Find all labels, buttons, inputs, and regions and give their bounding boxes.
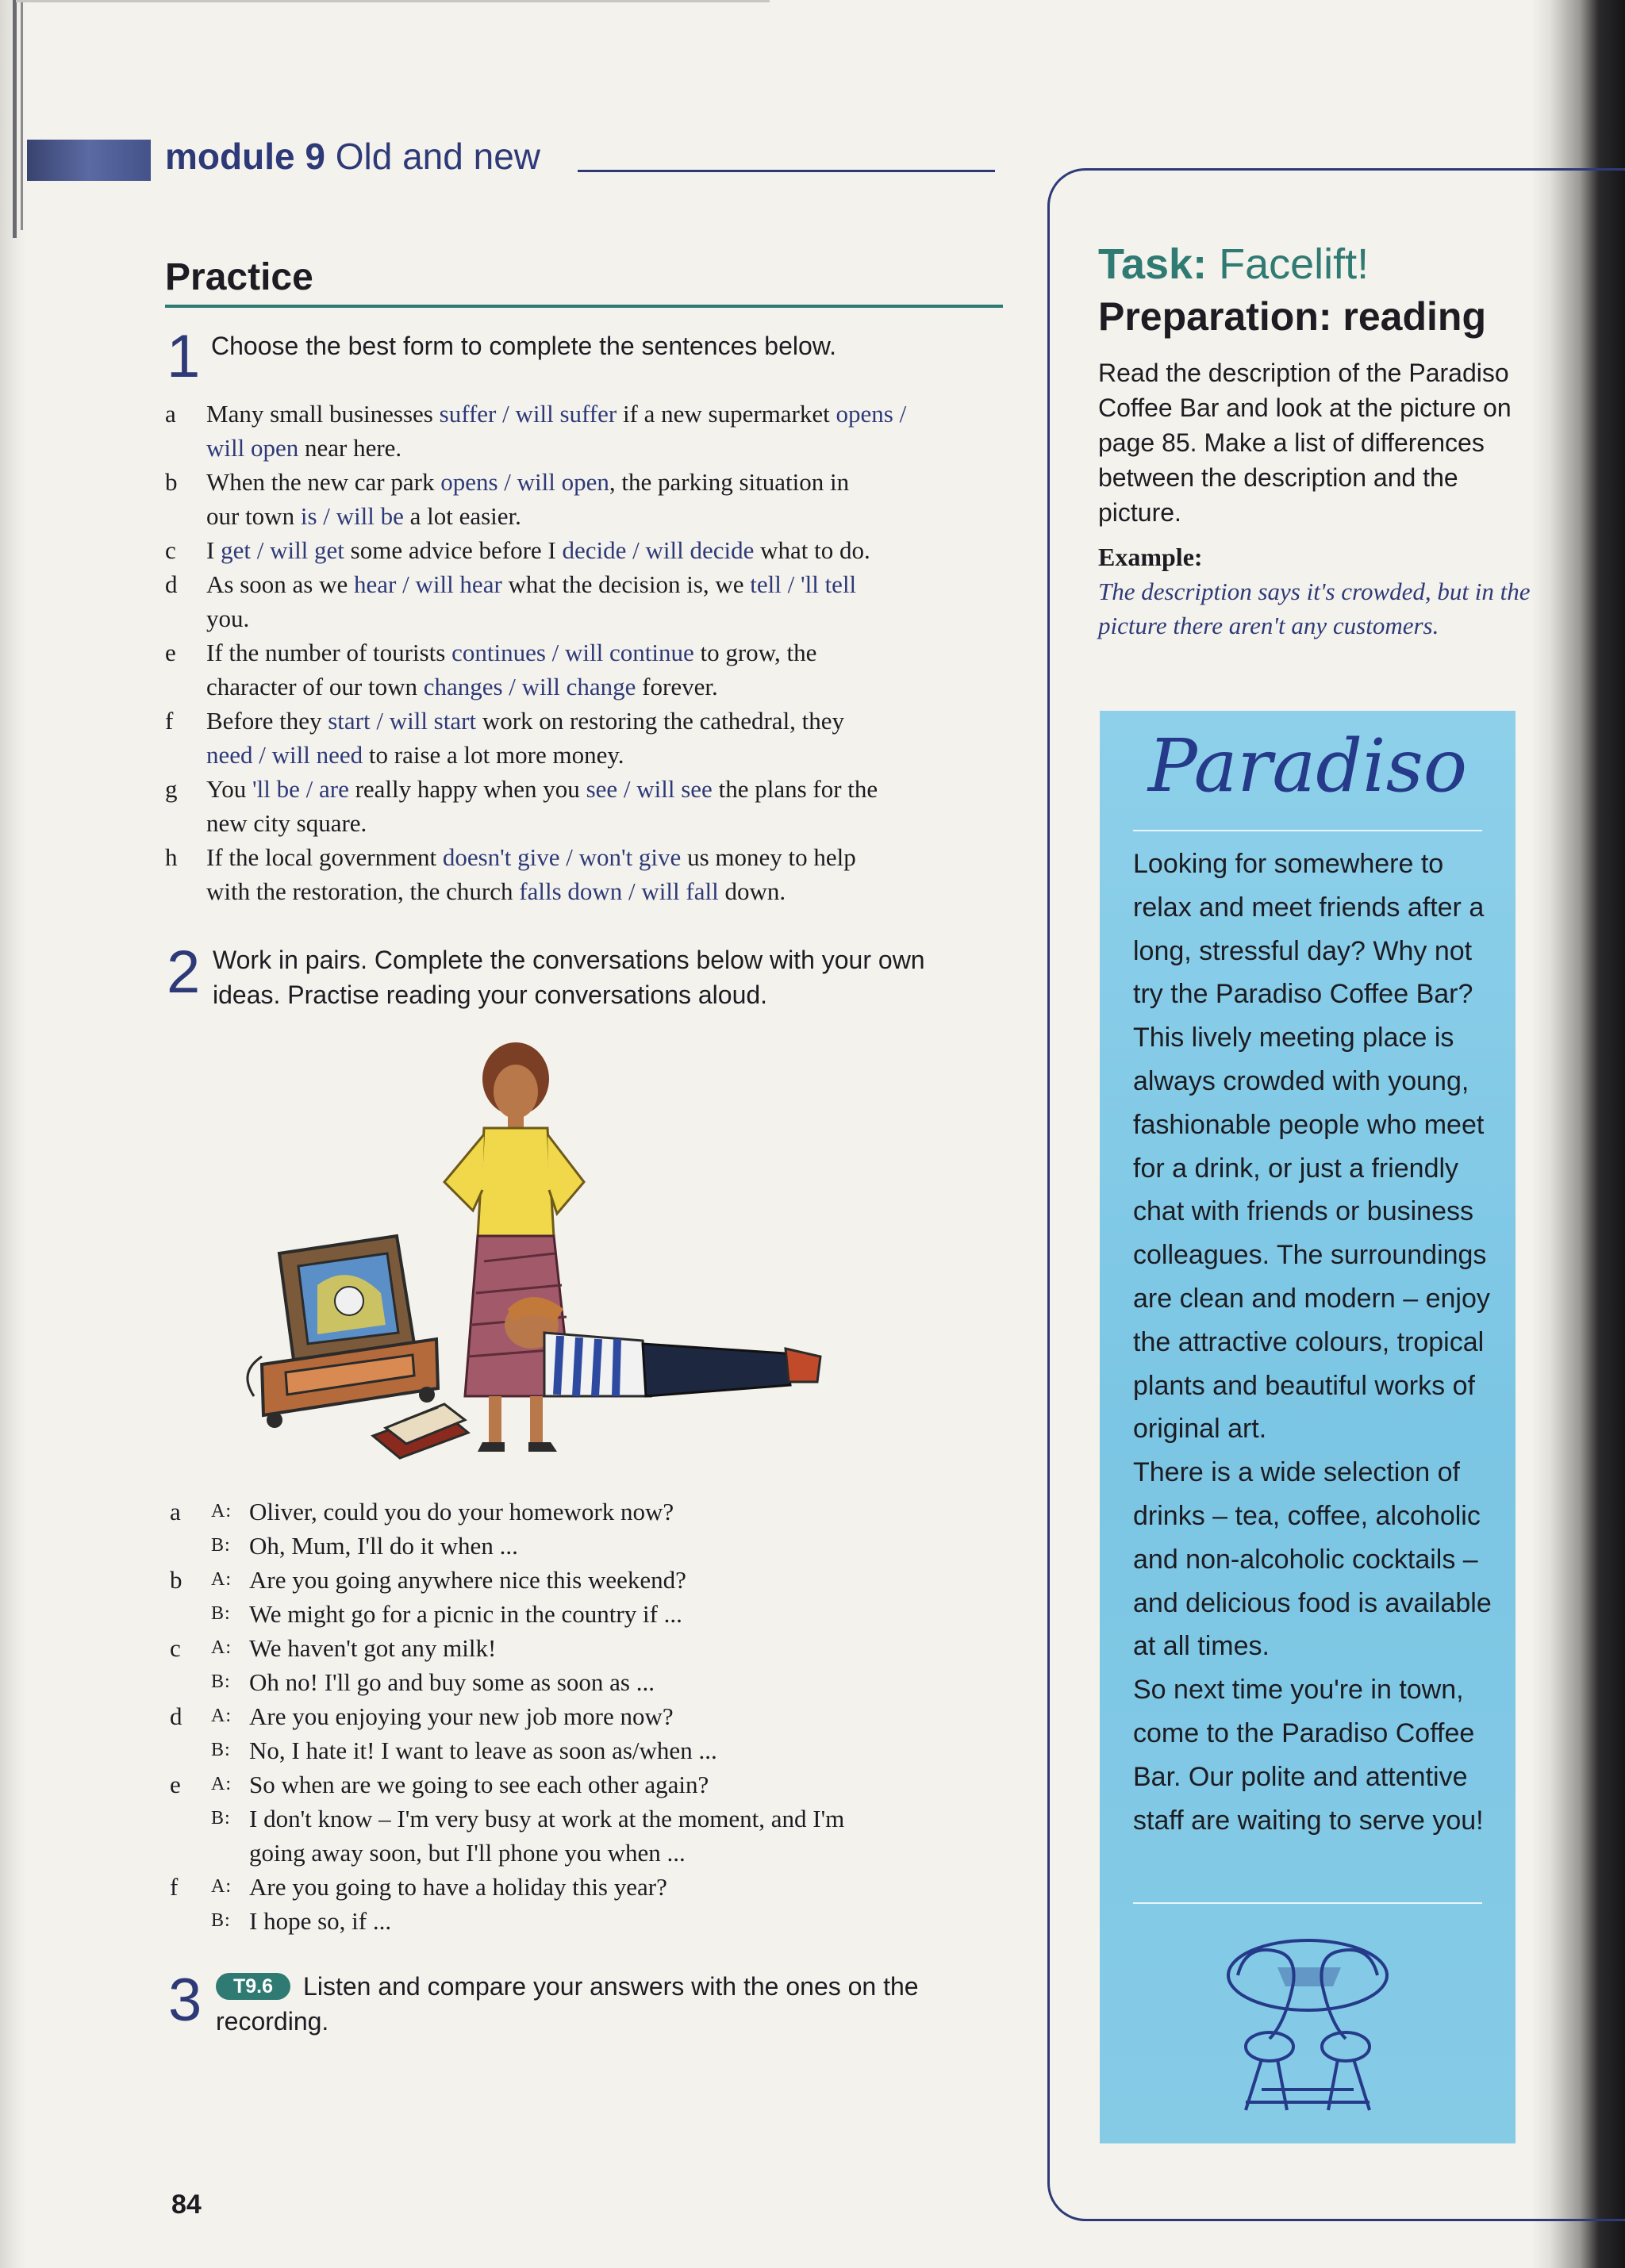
task-title: Facelift!: [1219, 240, 1370, 288]
sentence-text: [206, 772, 1008, 806]
answer-option[interactable]: suffer / will suffer: [439, 400, 617, 428]
exercise-2-instruction: [213, 942, 925, 1012]
answer-option[interactable]: need / will need: [206, 741, 363, 769]
sentence-text: [206, 738, 1008, 772]
sentence-text: [206, 635, 1008, 670]
module-label: module 9: [165, 136, 325, 177]
conversation-text: Are you going anywhere nice this weekend?: [249, 1566, 686, 1594]
sentence-text: [206, 874, 1008, 908]
module-title: [165, 135, 540, 178]
sentence-fragment: If the number of tourists: [206, 639, 452, 666]
answer-option[interactable]: changes / will change: [423, 673, 636, 700]
boy-jeans: [643, 1344, 790, 1396]
sentence-fragment: some advice before I: [344, 536, 563, 564]
exercise-2-instruction-line: Work in pairs. Complete the conversations below with your own: [213, 946, 925, 974]
page-number: 84: [171, 2189, 202, 2220]
item-letter: h: [165, 843, 178, 871]
conversation-letter: c: [170, 1634, 181, 1662]
answer-option[interactable]: get / will get: [221, 536, 344, 564]
exercise-3-text: Listen and compare your answers with the ones on the: [303, 1972, 919, 2001]
sentence-fragment: I: [206, 536, 221, 564]
mother-face: [494, 1065, 538, 1119]
sentence-text: [206, 397, 1008, 431]
audio-track-badge[interactable]: T9.6: [216, 1973, 290, 2000]
top-rule: [16, 0, 770, 2]
answer-option[interactable]: falls down / will fall: [519, 877, 719, 905]
answer-option[interactable]: doesn't give / won't give: [442, 843, 682, 871]
item-letter: f: [165, 707, 174, 735]
advert-paragraph: So next time you're in town, come to the Paradiso Coffee Bar. Our polite and attentive staff are waiting to serve you!: [1133, 1675, 1484, 1836]
conversation-text: I hope so, if ...: [249, 1907, 392, 1935]
example-text: The description says it's crowded, but in the picture there aren't any customers.: [1098, 578, 1531, 639]
sentence-fragment: us money to help: [681, 843, 856, 871]
binding-line: [13, 0, 17, 238]
answer-option[interactable]: start / will start: [328, 707, 477, 735]
task-label: Task:: [1098, 240, 1208, 288]
answer-option[interactable]: will open: [206, 434, 299, 462]
answer-option[interactable]: opens /: [836, 400, 907, 428]
exercise-1-number: 1: [167, 323, 201, 390]
sentence-fragment: what to do.: [754, 536, 870, 564]
paradiso-title: Paradiso: [1147, 723, 1468, 808]
sentence-text: [206, 567, 1008, 601]
conversation-text: Oh, Mum, I'll do it when ...: [249, 1532, 518, 1560]
sentence-text: [206, 704, 1008, 738]
item-letter: e: [165, 639, 176, 666]
preparation-heading: Preparation: reading: [1098, 294, 1486, 339]
speaker-label: A:: [211, 1501, 232, 1522]
advert-paragraph: There is a wide selection of drinks – tea, coffee, alcoholic and non-alcoholic cocktails – and delicious food is available at all times.: [1133, 1457, 1492, 1662]
conversation-letter: b: [170, 1566, 182, 1594]
conversation-text: going away soon, but I'll phone you when ...: [249, 1839, 686, 1867]
sentence-text: [206, 601, 1008, 635]
sentence-fragment: you.: [206, 604, 250, 632]
speaker-label: A:: [211, 1706, 232, 1726]
speaker-label: B:: [211, 1740, 231, 1760]
sentence-fragment: with the restoration, the church: [206, 877, 520, 905]
advert-rule: [1133, 830, 1482, 831]
sentence-fragment: to raise a lot more money.: [363, 741, 624, 769]
answer-option[interactable]: is / will be: [300, 502, 404, 530]
flamingo-logo-icon: [1214, 1920, 1401, 2118]
example-label: Example:: [1098, 543, 1203, 571]
exercise-1-instruction: Choose the best form to complete the sentences below.: [211, 332, 837, 360]
sentence-text: [206, 806, 1008, 840]
item-letter: g: [165, 775, 178, 803]
sentence-fragment: a lot easier.: [403, 502, 521, 530]
answer-option[interactable]: tell / 'll tell: [750, 570, 857, 598]
family-tv-illustration: [230, 1023, 849, 1468]
answer-option[interactable]: continues / will continue: [451, 639, 694, 666]
exercise-2-instruction-line: ideas. Practise reading your conversations aloud.: [213, 980, 768, 1009]
sentence-text: [206, 670, 1008, 704]
sentence-fragment: Many small businesses: [206, 400, 440, 428]
answer-option[interactable]: opens / will open: [440, 468, 609, 496]
sentence-text: [206, 499, 1008, 533]
item-letter: b: [165, 468, 178, 496]
conversation-letter: f: [170, 1873, 179, 1901]
task-instructions: Read the description of the Paradiso Coffee Bar and look at the picture on page 85. Make a list of differences between the description and the picture.: [1098, 359, 1512, 527]
sentence-fragment: Before they: [206, 707, 328, 735]
exercise-3-number: 3: [168, 1967, 202, 2034]
sentence-fragment: to grow, the: [693, 639, 817, 666]
exercise-3-text: recording.: [216, 2007, 329, 2036]
speaker-label: B:: [211, 1808, 231, 1829]
conversation-text: I don't know – I'm very busy at work at the moment, and I'm: [249, 1805, 845, 1832]
conversation-text: We might go for a picnic in the country if ...: [249, 1600, 682, 1628]
sentence-fragment: character of our town: [206, 673, 424, 700]
sentence-fragment: near here.: [298, 434, 402, 462]
mother-shirt: [478, 1128, 554, 1238]
conversation-text: Oh no! I'll go and buy some as soon as ...: [249, 1668, 655, 1696]
sentence-fragment: As soon as we: [206, 570, 354, 598]
advert-rule: [1133, 1902, 1482, 1904]
speaker-label: A:: [211, 1774, 232, 1794]
answer-option[interactable]: hear / will hear: [354, 570, 502, 598]
task-heading: [1098, 240, 1369, 289]
speaker-label: B:: [211, 1603, 231, 1624]
sentence-fragment: new city square.: [206, 809, 367, 837]
sentence-text: [206, 431, 1008, 465]
paradiso-description: [1133, 842, 1498, 1842]
exercise-2-number: 2: [167, 938, 201, 1006]
sentence-fragment: what the decision is, we: [501, 570, 751, 598]
speaker-label: B:: [211, 1535, 231, 1556]
practice-heading: Practice: [165, 256, 313, 298]
conversation-text: No, I hate it! I want to leave as soon as/when ...: [249, 1736, 717, 1764]
sentence-fragment: the plans for the: [712, 775, 878, 803]
conversation-text: Are you going to have a holiday this year?: [249, 1873, 667, 1901]
conversation-text: Oliver, could you do your homework now?: [249, 1498, 674, 1525]
sentence-fragment: If the local government: [206, 843, 443, 871]
speaker-label: B:: [211, 1671, 231, 1692]
sentence-fragment: if a new supermarket: [617, 400, 836, 428]
speaker-label: B:: [211, 1910, 231, 1931]
conversation-text: So when are we going to see each other again?: [249, 1771, 709, 1798]
module-name: Old and new: [335, 136, 540, 177]
practice-rule: [165, 305, 1003, 308]
item-letter: a: [165, 400, 176, 428]
sentence-fragment: You: [206, 775, 253, 803]
module-color-bar: [27, 140, 151, 181]
page-spine: [0, 0, 27, 2268]
sentence-fragment: forever.: [636, 673, 718, 700]
speaker-label: A:: [211, 1637, 232, 1658]
answer-option[interactable]: see / will see: [586, 775, 713, 803]
sentence-fragment: work on restoring the cathedral, they: [476, 707, 845, 735]
sentence-text: [206, 465, 1008, 499]
header-rule: [578, 170, 995, 172]
sentence-fragment: our town: [206, 502, 301, 530]
conversation-letter: e: [170, 1771, 181, 1798]
sentence-fragment: When the new car park: [206, 468, 441, 496]
binding-line: [21, 0, 23, 230]
sentence-fragment: , the parking situation in: [609, 468, 850, 496]
exercise-3-instruction: [216, 1969, 919, 2039]
sentence-text: [206, 840, 1008, 874]
item-letter: c: [165, 536, 176, 564]
item-letter: d: [165, 570, 178, 598]
sentence-fragment: really happy when you: [348, 775, 586, 803]
conversation-letter: a: [170, 1498, 181, 1525]
sentence-fragment: down.: [718, 877, 786, 905]
answer-option[interactable]: 'll be / are: [252, 775, 349, 803]
speaker-label: A:: [211, 1569, 232, 1590]
sentence-text: [206, 533, 1008, 567]
conversation-text: We haven't got any milk!: [249, 1634, 497, 1662]
speaker-label: A:: [211, 1876, 232, 1897]
conversation-text: Are you enjoying your new job more now?: [249, 1702, 674, 1730]
advert-paragraph: Looking for somewhere to relax and meet friends after a long, stressful day? Why not try the Paradiso Coffee Bar? This lively meeting place is always crowded with young, fashionable people who meet for a drink, or just a friendly chat with friends or business colleagues. The surroundings are clean and modern – enjoy the attractive colours, tropical plants and beautiful works of original art.: [1133, 849, 1490, 1445]
conversation-letter: d: [170, 1702, 182, 1730]
answer-option[interactable]: decide / will decide: [562, 536, 755, 564]
